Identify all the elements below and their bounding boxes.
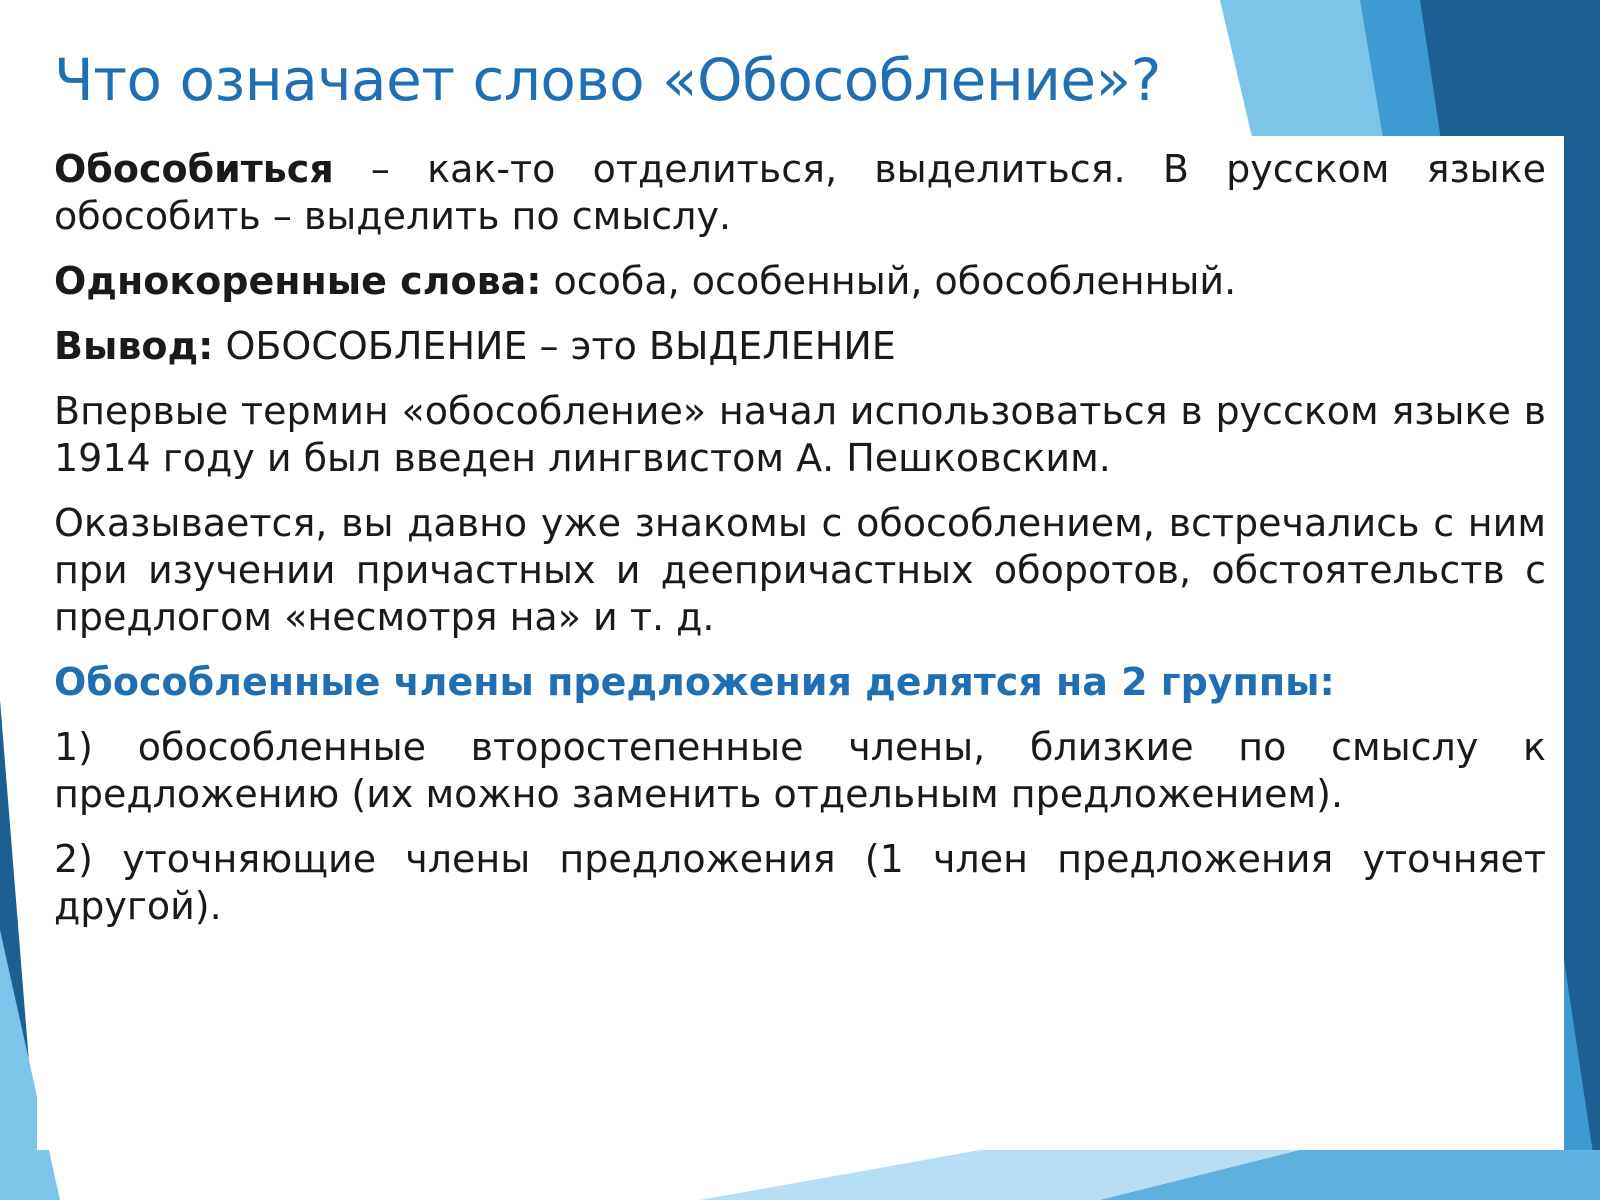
conclusion-text: ОБОСОБЛЕНИЕ – это ВЫДЕЛЕНИЕ bbox=[213, 324, 896, 368]
decor-shape-bottom-light bbox=[700, 1150, 1600, 1200]
slide-title: Что означает слово «Обособление»? bbox=[54, 46, 1161, 114]
term-bold: Обособиться bbox=[54, 147, 334, 191]
slide-body bbox=[54, 146, 1546, 948]
paragraph-history: Впервые термин «обособление» начал использоваться в русском языке в 1914 году и был введен лингвистом А. Пешковским. bbox=[54, 389, 1546, 480]
paragraph-definition bbox=[54, 146, 1546, 240]
cognates-label: Однокоренные слова: bbox=[54, 259, 542, 303]
definition-text: – как-то отделиться, выделиться. В русском языке обособить – выделить по смыслу. bbox=[54, 147, 1546, 238]
conclusion-label: Вывод: bbox=[54, 324, 214, 368]
paragraph-conclusion bbox=[54, 323, 1546, 370]
paragraph-group-1: 1) обособленные второстепенные члены, близкие по смыслу к предложению (их можно заменить отдельным предложением). bbox=[54, 725, 1546, 816]
paragraph-familiarity: Оказывается, вы давно уже знакомы с обособлением, встречались с ним при изучении причастных и деепричастных оборотов, обстоятельств с предлогом «несмотря на» и т. д. bbox=[54, 501, 1546, 639]
paragraph-cognates bbox=[54, 258, 1546, 305]
cognates-text: особа, особенный, обособленный. bbox=[541, 259, 1237, 303]
paragraph-groups-heading: Обособленные члены предложения делятся на 2 группы: bbox=[54, 660, 1335, 704]
paragraph-group-2: 2) уточняющие члены предложения (1 член предложения уточняет другой). bbox=[54, 837, 1546, 928]
